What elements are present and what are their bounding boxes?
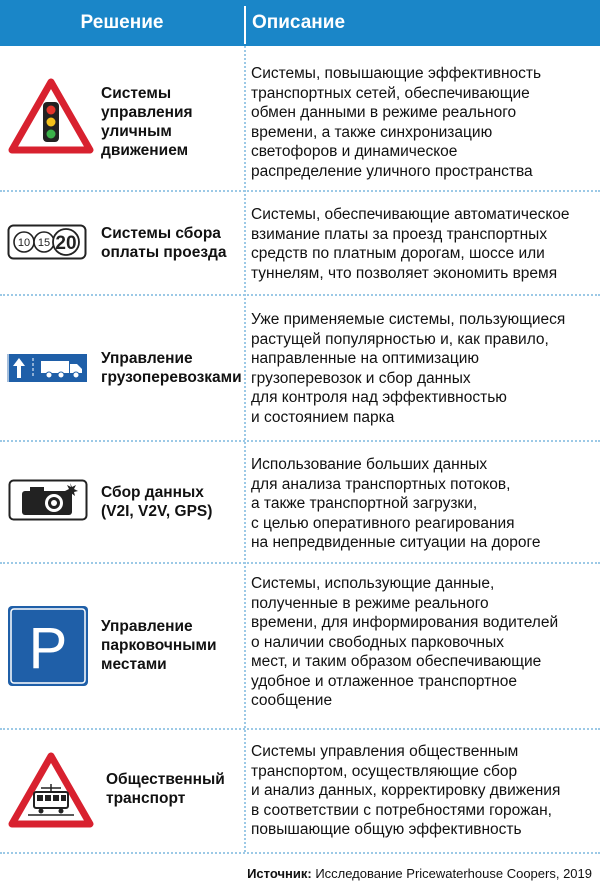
tram-warning-sign-icon (8, 752, 94, 828)
solution-description: Системы, обеспечивающие автоматическое взимание платы за проезд транспортных средств по платным дорогам, шоссе или туннелям, что позволяет экономить время (251, 206, 570, 282)
table-row (0, 442, 600, 562)
svg-text:P: P (28, 616, 68, 681)
solution-name: Управление парковочными местами (101, 618, 217, 673)
solution-name: Сбор данных (V2I, V2V, GPS) (101, 484, 213, 520)
table-row (0, 296, 600, 440)
table-row (0, 730, 600, 852)
table-row (0, 564, 600, 728)
solution-description: Системы управления общественным транспортом, осуществляющие сбор и анализ данных, корректировку движения в соответствии с потребностями горожан, повышающие общую эффективность (251, 743, 561, 838)
header-divider (244, 6, 246, 44)
camera-sign-icon (8, 479, 88, 521)
table-row (0, 46, 600, 190)
parking-sign-icon (8, 606, 88, 686)
source-text: Исследование Pricewaterhouse Coopers, 2019 (315, 866, 592, 881)
solution-description: Уже применяемые системы, пользующиеся растущей популярностью и, как правило, направленные на оптимизацию грузоперевозок и сбор данных для контроля над эффективностью и состоянием парка (251, 311, 566, 426)
traffic-light-warning-sign-icon (8, 78, 94, 154)
truck-lane-sign-icon (7, 354, 87, 382)
source-label: Источник: (247, 866, 312, 881)
solution-name: Системы управления уличным движением (101, 85, 193, 159)
header-description: Описание (252, 12, 346, 33)
row-divider (0, 852, 600, 854)
svg-text:15: 15 (37, 237, 51, 249)
svg-text:10: 10 (17, 237, 31, 249)
svg-text:20: 20 (55, 233, 77, 254)
solution-description: Использование больших данных для анализа транспортных потоков, а также транспортной загрузки, с целью оперативного реагирования на непредвиденные ситуации на дороге (251, 456, 541, 551)
table-header (0, 0, 600, 46)
solution-name: Общественный транспорт (106, 771, 225, 807)
header-solution: Решение (80, 12, 164, 33)
solution-description: Системы, использующие данные, полученные в режиме реального времени, для информирования водителей о наличии свободных парковочных мест, и таким образом обеспечивающие удобное и отлаженное транспортное сообщение (251, 575, 559, 709)
solution-name: Управление грузоперевозками (101, 350, 242, 386)
table-row (0, 192, 600, 294)
solution-description: Системы, повышающие эффективность транспортных сетей, обеспечивающие обмен данными в режиме реального времени, а также синхронизацию светофоров и динамическое распределение уличного пространства (251, 65, 542, 180)
source-note (247, 866, 592, 881)
toll-fare-sign-icon (7, 224, 87, 260)
solution-name: Системы сбора оплаты проезда (101, 225, 227, 261)
